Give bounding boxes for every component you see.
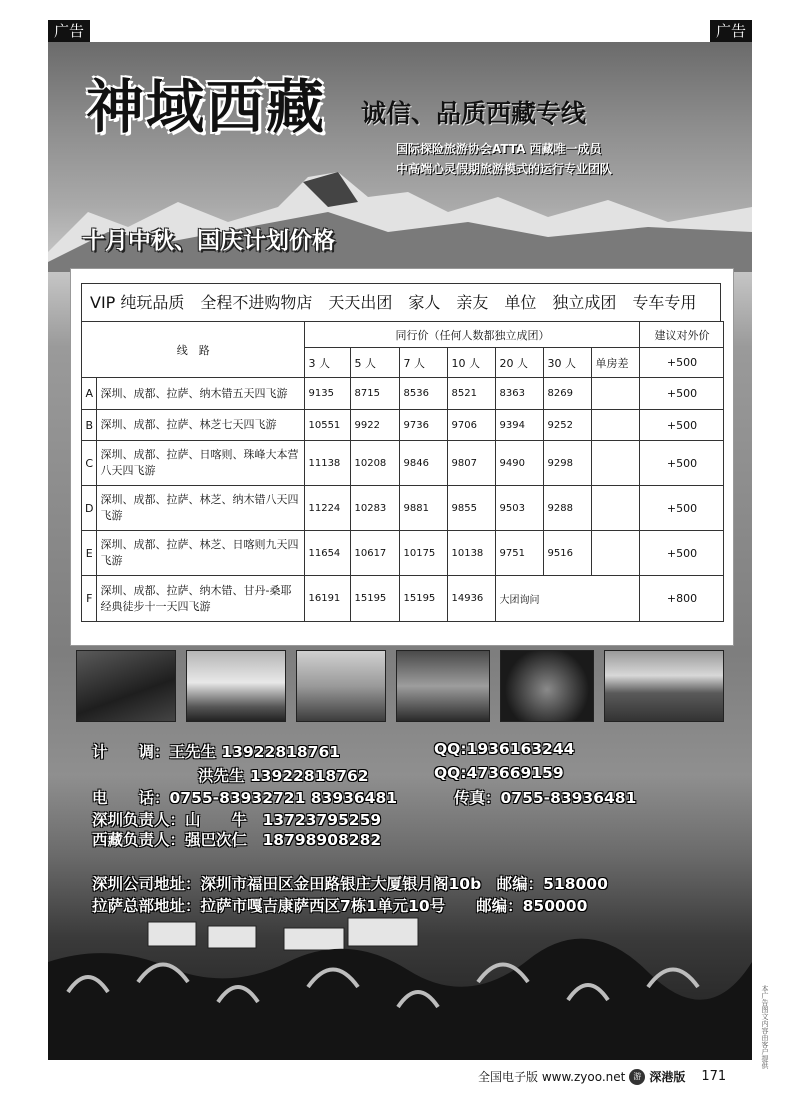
photo-people: [76, 650, 176, 722]
group-inquiry-note: 大团询问: [496, 576, 640, 622]
price-cell: 10283: [351, 486, 400, 531]
group-size-30: 30 人: [544, 348, 592, 378]
price-cell: 9855: [448, 486, 496, 531]
table-row: [82, 441, 724, 486]
phone-line: 电 话：0755-83932721 83936481: [92, 789, 398, 807]
price-cell: 9736: [400, 410, 448, 441]
qq-contact-2: QQ:473669159: [434, 764, 564, 782]
group-size-7: 7 人: [400, 348, 448, 378]
photo-trekkers: [186, 650, 286, 722]
group-size-10: 10 人: [448, 348, 496, 378]
route-name: 深圳、成都、拉萨、纳木错五天四飞游: [97, 378, 305, 410]
route-name: 深圳、成都、拉萨、日喀则、珠峰大本营八天四飞游: [97, 441, 305, 486]
footer-site: 全国电子版 www.zyoo.net: [478, 1070, 626, 1084]
suggest-price: +500: [640, 410, 724, 441]
table-row: [82, 576, 724, 622]
price-cell: 8536: [400, 378, 448, 410]
publication-logo-icon: 游: [629, 1069, 645, 1085]
atta-member-line: 国际探险旅游协会ATTA 西藏唯一成员: [396, 142, 602, 156]
photo-strip: [76, 650, 726, 722]
ad-tag-right: 广告: [710, 20, 752, 42]
table-row: [82, 486, 724, 531]
row-id: B: [82, 410, 97, 441]
header-suggest-value: +500: [640, 348, 724, 378]
single-room-cell: [592, 486, 640, 531]
qq-contact-1: QQ:1936163244: [434, 740, 575, 758]
group-size-20: 20 人: [496, 348, 544, 378]
price-cell: 9807: [448, 441, 496, 486]
peer-price-header: 同行价（任何人数都独立成团）: [305, 322, 640, 348]
suggest-price: +500: [640, 531, 724, 576]
photo-plateau: [604, 650, 724, 722]
price-cell: 15195: [400, 576, 448, 622]
shenzhen-manager: 深圳负责人：山 牛 13723795259: [92, 811, 382, 829]
suggest-price: +500: [640, 486, 724, 531]
price-cell: 14936: [448, 576, 496, 622]
price-cell: 8363: [496, 378, 544, 410]
route-name: 深圳、成都、拉萨、林芝、纳木错八天四飞游: [97, 486, 305, 531]
price-cell: 9252: [544, 410, 592, 441]
price-cell: 9490: [496, 441, 544, 486]
single-room-cell: [592, 410, 640, 441]
side-disclaimer: 本广告图文内容由客户提供: [761, 985, 769, 1069]
lhasa-address: 拉萨总部地址：拉萨市嘎吉康萨西区7栋1单元10号 邮编：850000: [92, 897, 588, 915]
price-cell: 10208: [351, 441, 400, 486]
team-description-line: 中高端心灵假期旅游模式的运行专业团队: [396, 162, 613, 176]
promo-title: 十月中秋、国庆计划价格: [82, 228, 335, 254]
photo-valley: [296, 650, 386, 722]
photo-temple-interior: [500, 650, 594, 722]
brand-title: 神域西藏: [86, 73, 327, 141]
price-cell: 8521: [448, 378, 496, 410]
single-room-cell: [592, 531, 640, 576]
yak-skull-foreground-image: [48, 912, 752, 1060]
price-cell: 9846: [400, 441, 448, 486]
dispatch-contact-2: 洪先生 13922818762: [198, 767, 369, 785]
price-cell: 11138: [305, 441, 351, 486]
price-cell: 9298: [544, 441, 592, 486]
table-row: [82, 531, 724, 576]
suggest-price: +800: [640, 576, 724, 622]
shenzhen-address: 深圳公司地址：深圳市福田区金田路银庄大厦银月阁10b 邮编：518000: [92, 875, 608, 893]
price-cell: 15195: [351, 576, 400, 622]
table-row: [82, 378, 724, 410]
route-name: 深圳、成都、拉萨、林芝、日喀则九天四飞游: [97, 531, 305, 576]
price-cell: 8269: [544, 378, 592, 410]
price-cell: 9503: [496, 486, 544, 531]
price-cell: 9288: [544, 486, 592, 531]
row-id: F: [82, 576, 97, 622]
row-id: A: [82, 378, 97, 410]
price-cell: 10551: [305, 410, 351, 441]
row-id: C: [82, 441, 97, 486]
price-cell: 9394: [496, 410, 544, 441]
row-id: D: [82, 486, 97, 531]
price-cell: 9135: [305, 378, 351, 410]
price-cell: 11654: [305, 531, 351, 576]
single-room-cell: [592, 378, 640, 410]
route-name: 深圳、成都、拉萨、纳木错、甘丹-桑耶经典徒步十一天四飞游: [97, 576, 305, 622]
tibet-manager: 西藏负责人：强巴次仁 18798908282: [92, 831, 382, 849]
footer-edition: 深港版: [649, 1070, 686, 1084]
route-header: 线 路: [82, 322, 305, 378]
price-cell: 10617: [351, 531, 400, 576]
price-cell: 9881: [400, 486, 448, 531]
suggest-price: +500: [640, 378, 724, 410]
photo-palace: [396, 650, 490, 722]
ad-tag-left: 广告: [48, 20, 90, 42]
page-footer: [478, 1068, 726, 1085]
price-cell: 16191: [305, 576, 351, 622]
route-name: 深圳、成都、拉萨、林芝七天四飞游: [97, 410, 305, 441]
price-cell: 8715: [351, 378, 400, 410]
slogan: 诚信、品质西藏专线: [361, 99, 587, 128]
price-cell: 9922: [351, 410, 400, 441]
price-cell: 9706: [448, 410, 496, 441]
single-room-cell: [592, 441, 640, 486]
suggest-price: +500: [640, 441, 724, 486]
price-cell: 10175: [400, 531, 448, 576]
price-cell: 9751: [496, 531, 544, 576]
price-cell: 10138: [448, 531, 496, 576]
price-cell: 9516: [544, 531, 592, 576]
dispatch-contact-1: 计 调：王先生 13922818761: [92, 743, 341, 761]
page-number: 171: [701, 1069, 727, 1084]
ad-poster: [48, 42, 752, 1060]
price-panel: [70, 268, 734, 646]
fax-line: 传真：0755-83936481: [454, 789, 637, 807]
price-cell: 11224: [305, 486, 351, 531]
table-row: [82, 410, 724, 441]
group-size-3: 3 人: [305, 348, 351, 378]
suggest-header: 建议对外价: [640, 322, 724, 348]
group-size-5: 5 人: [351, 348, 400, 378]
row-id: E: [82, 531, 97, 576]
price-table: [81, 321, 724, 622]
single-room-header: 单房差: [592, 348, 640, 378]
feature-strip: VIP 纯玩品质 全程不进购物店 天天出团 家人 亲友 单位 独立成团 专车专用: [81, 283, 721, 321]
